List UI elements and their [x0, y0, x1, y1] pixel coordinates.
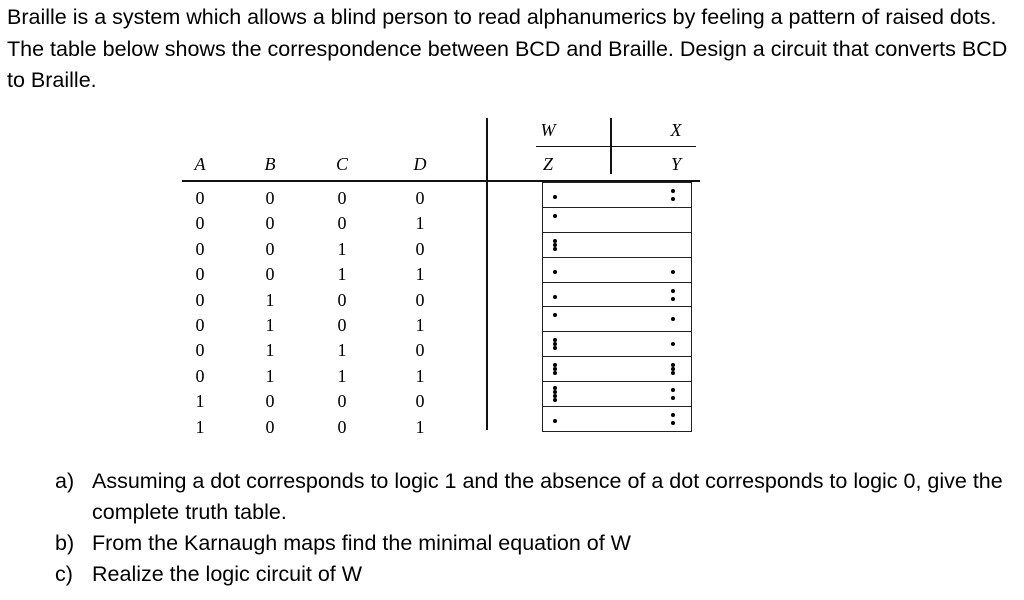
cell-a-4: 0: [195, 289, 205, 310]
cell-b-4: 1: [265, 289, 275, 310]
part-c-label: c): [55, 562, 73, 586]
header-x: X: [670, 120, 682, 140]
braille-dot: [553, 195, 557, 199]
braille-right-cell: [661, 258, 685, 282]
header-z: Z: [542, 154, 554, 174]
header-b: B: [264, 154, 276, 174]
part-c: [55, 559, 1024, 590]
cell-a-2: 0: [195, 238, 205, 259]
part-b: [55, 528, 1024, 559]
header-d: D: [413, 154, 427, 174]
cell-b-5: 1: [265, 315, 275, 335]
cell-b-3: 0: [265, 264, 275, 285]
cell-d-3: 1: [415, 264, 425, 285]
header-y: Y: [670, 154, 682, 174]
braille-dot: [671, 396, 675, 400]
cell-b-2: 0: [265, 238, 275, 259]
braille-right-cell: [661, 382, 685, 406]
cell-c-4: 0: [337, 289, 347, 310]
cell-d-7: 1: [415, 365, 425, 386]
cell-a-1: 0: [195, 213, 205, 234]
cell-c-7: 1: [337, 365, 347, 386]
cell-b-8: 0: [265, 391, 275, 412]
braille-dot: [553, 214, 557, 218]
part-c-text: Realize the logic circuit of W: [92, 562, 363, 586]
braille-right-cell: [661, 307, 685, 331]
cell-c-0: 0: [337, 188, 347, 208]
braille-dot: [671, 270, 675, 274]
cell-a-7: 0: [195, 365, 205, 386]
braille-left-cell: [543, 332, 567, 356]
cell-c-6: 1: [337, 340, 347, 361]
cell-a-9: 1: [195, 416, 205, 437]
cell-b-9: 0: [265, 416, 275, 437]
braille-dot: [553, 371, 557, 375]
braille-left-cell: [543, 357, 567, 381]
braille-dot: [671, 289, 675, 293]
braille-right-cell: [661, 183, 685, 207]
braille-right-cell: [661, 357, 685, 381]
braille-dot: [671, 342, 675, 346]
part-a: [55, 466, 1024, 528]
cell-d-6: 0: [415, 340, 425, 361]
header-a: A: [194, 154, 206, 174]
cell-d-8: 0: [415, 391, 425, 412]
braille-row: [543, 258, 691, 283]
cell-d-2: 0: [415, 238, 425, 259]
braille-dot: [553, 270, 557, 274]
cell-d-1: 1: [415, 213, 425, 234]
braille-dot: [671, 371, 675, 375]
braille-row: [543, 307, 691, 332]
braille-right-cell: [661, 233, 685, 257]
braille-row: [543, 183, 691, 208]
braille-grid: [542, 182, 692, 432]
braille-row: [543, 233, 691, 258]
cell-d-9: 1: [415, 416, 425, 437]
braille-dot: [553, 247, 557, 251]
braille-dot: [553, 346, 557, 350]
braille-dot: [671, 317, 675, 321]
braille-dot: [553, 295, 557, 299]
braille-dot: [671, 297, 675, 301]
cell-c-3: 1: [337, 264, 347, 285]
output-header-divider: [610, 118, 612, 174]
braille-right-cell: [661, 208, 685, 232]
braille-left-cell: [543, 382, 567, 406]
braille-dot: [553, 419, 557, 423]
problem-intro: Braille is a system which allows a blind person to read alphanumerics by feeling a pattern of raised dots. The table below shows the correspondence between BCD and Braille. Design a circuit that converts BCD to Braille.: [7, 5, 1008, 92]
cell-d-0: 0: [415, 188, 425, 208]
table-divider: [486, 118, 488, 430]
braille-left-cell: [543, 233, 567, 257]
cell-a-3: 0: [195, 264, 205, 285]
part-a-label: a): [55, 469, 75, 493]
cell-a-0: 0: [195, 188, 205, 208]
braille-row: [543, 382, 691, 407]
cell-c-8: 0: [337, 391, 347, 412]
braille-row: [543, 407, 691, 431]
cell-c-9: 0: [337, 416, 347, 437]
braille-row: [543, 332, 691, 357]
cell-a-8: 1: [195, 391, 205, 412]
braille-row: [543, 208, 691, 233]
braille-left-cell: [543, 258, 567, 282]
cell-b-7: 1: [265, 365, 275, 386]
bcd-braille-table: [170, 110, 710, 440]
braille-dot: [671, 189, 675, 193]
part-a-text: Assuming a dot corresponds to logic 1 and the absence of a dot corresponds to logic 0, give the complete truth table.: [92, 469, 1003, 524]
cell-b-6: 1: [265, 340, 275, 361]
braille-right-cell: [661, 283, 685, 307]
braille-left-cell: [543, 208, 567, 232]
braille-row: [543, 283, 691, 308]
braille-row: [543, 357, 691, 382]
question-parts: [55, 466, 1024, 590]
cell-c-2: 1: [337, 238, 347, 259]
cell-d-4: 0: [415, 289, 425, 310]
header-w: W: [540, 120, 556, 140]
braille-dot: [671, 197, 675, 201]
braille-left-cell: [543, 307, 567, 331]
braille-dot: [671, 421, 675, 425]
braille-right-cell: [661, 407, 685, 431]
braille-left-cell: [543, 407, 567, 431]
part-b-label: b): [55, 531, 75, 555]
cell-c-1: 0: [337, 213, 347, 234]
braille-right-cell: [661, 332, 685, 356]
output-header-rule: [536, 146, 696, 147]
part-b-text: From the Karnaugh maps find the minimal equation of W: [92, 531, 631, 555]
cell-a-6: 0: [195, 340, 205, 361]
braille-dot: [553, 313, 557, 317]
braille-dot: [671, 413, 675, 417]
braille-left-cell: [543, 183, 567, 207]
cell-a-5: 0: [195, 315, 205, 335]
cell-c-5: 0: [337, 315, 347, 335]
braille-dot: [671, 388, 675, 392]
cell-b-1: 0: [265, 213, 275, 234]
cell-d-5: 1: [415, 315, 425, 335]
braille-dot: [553, 398, 557, 402]
braille-left-cell: [543, 283, 567, 307]
header-c: C: [335, 154, 349, 174]
cell-b-0: 0: [265, 188, 275, 208]
